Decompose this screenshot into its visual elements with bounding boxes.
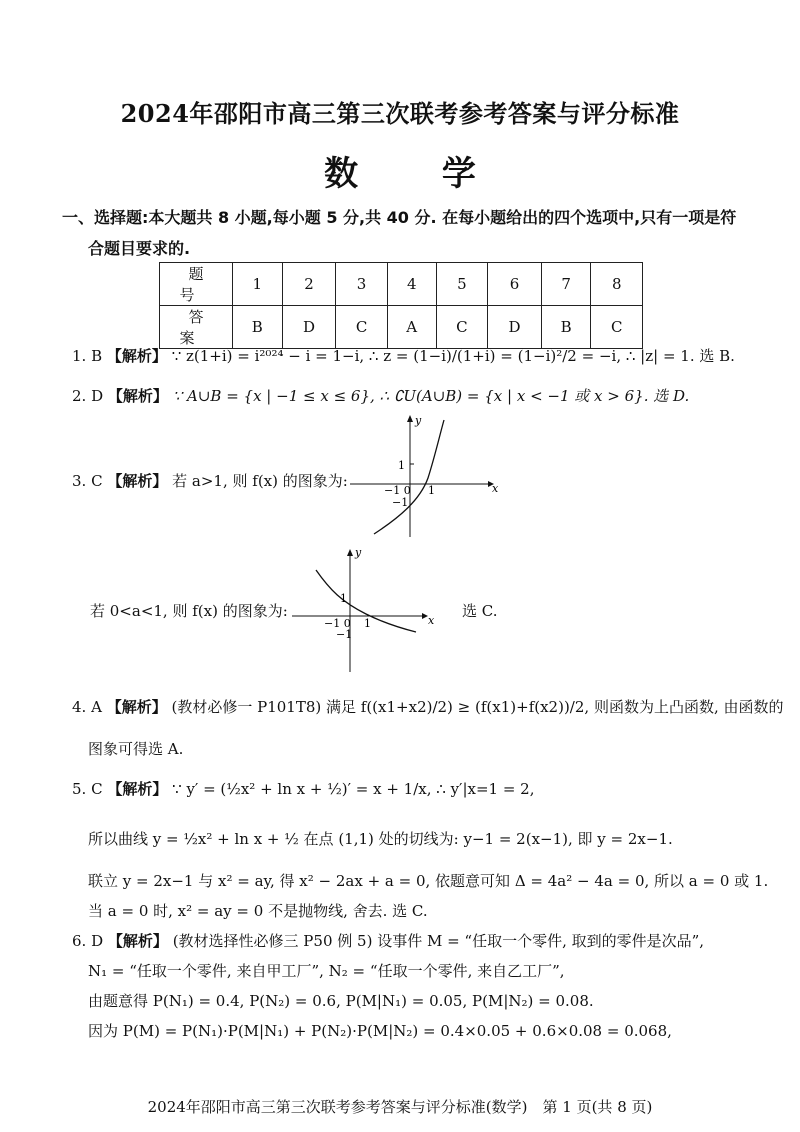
q2-number: 2. D: [72, 387, 104, 405]
q3-line2: [90, 600, 288, 621]
answer-table: [159, 262, 643, 349]
q5-line1: [72, 778, 534, 799]
row-label-answer: 答案: [160, 306, 233, 349]
table-cell: 6: [488, 263, 542, 306]
q1-tag: 【解析】: [106, 347, 167, 365]
q3-number: 3. C: [72, 472, 103, 490]
q2-text: ∵ A∪B = {x | −1 ≤ x ≤ 6}, ∴ ∁U(A∪B) = {x | x < −1 或 x > 6}. 选 D.: [172, 387, 690, 405]
section-heading-cont: 合题目要求的.: [88, 239, 191, 258]
curve: [374, 420, 444, 534]
table-cell: C: [591, 306, 643, 349]
table-cell: 2: [282, 263, 336, 306]
q2-line: [72, 385, 689, 406]
q2-tag: 【解析】: [107, 387, 168, 405]
y-axis-arrow: [407, 415, 413, 422]
q3-text2: 若 0<a<1, 则 f(x) 的图象为:: [90, 602, 288, 620]
section-heading: [62, 202, 752, 264]
q5-number: 5. C: [72, 780, 103, 798]
table-cell: 1: [233, 263, 283, 306]
root-label: 1: [364, 617, 371, 630]
q4-number: 4. A: [72, 698, 102, 716]
q4-text2: 图象可得选 A.: [88, 740, 184, 758]
q5-line3: 联立 y = 2x−1 与 x² = ay, 得 x² − 2ax + a = 0, 依题意可知 Δ = 4a² − 4a = 0, 所以 a = 0 或 1.: [88, 872, 769, 890]
q6-line1: [72, 930, 704, 951]
table-cell: 4: [387, 263, 436, 306]
table-row-numbers: [160, 263, 643, 306]
table-cell: D: [488, 306, 542, 349]
root-label: 1: [428, 484, 435, 497]
table-row-answers: [160, 306, 643, 349]
graph-a-greater-1: [340, 412, 500, 542]
y-label: y: [415, 414, 422, 427]
q6-line1-text: (教材选择性必修三 P50 例 5) 设事件 M = “任取一个零件, 取到的零件是次品”,: [172, 932, 705, 950]
q3-tag: 【解析】: [107, 472, 168, 490]
q4-line1: [72, 696, 783, 717]
x-label: x: [492, 482, 499, 495]
table-cell: 7: [541, 263, 591, 306]
table-cell: 3: [336, 263, 387, 306]
subject-title: 数 学: [324, 154, 512, 194]
table-cell: 5: [436, 263, 487, 306]
q4-tag: 【解析】: [106, 698, 167, 716]
q5-line4: 当 a = 0 时, x² = ay = 0 不是抛物线, 舍去. 选 C.: [88, 902, 428, 920]
x-label: x: [428, 614, 435, 627]
q6-number: 6. D: [72, 932, 104, 950]
q6-line2: N₁ = “任取一个零件, 来自甲工厂”, N₂ = “任取一个零件, 来自乙工厂”,: [88, 962, 565, 980]
table-cell: D: [282, 306, 336, 349]
page-footer: 2024年邵阳市高三第三次联考参考答案与评分标准(数学) 第 1 页(共 8 页): [147, 1098, 653, 1116]
q3-text1: 若 a>1, 则 f(x) 的图象为:: [172, 472, 348, 490]
table-cell: B: [233, 306, 283, 349]
q5-line1-text: ∵ y′ = (½x² + ln x + ½)′ = x + 1/x, ∴ y′|x=1 = 2,: [172, 780, 535, 798]
tick-label-neg1: −1: [336, 628, 353, 641]
row-label-number: 题号: [160, 263, 233, 306]
q6-tag: 【解析】: [107, 932, 168, 950]
y-axis-arrow: [347, 549, 353, 556]
table-cell: C: [336, 306, 387, 349]
table-cell: C: [436, 306, 487, 349]
page-title: 2024年邵阳市高三第三次联考参考答案与评分标准: [120, 99, 680, 128]
q3-choice: 选 C.: [462, 602, 498, 620]
q4-text1: (教材必修一 P101T8) 满足 f((x1+x2)/2) ≥ (f(x1)+f(x2))/2, 则函数为上凸函数, 由函数的: [171, 698, 784, 716]
q3-line1: [72, 470, 348, 491]
graph-a-less-1: [282, 546, 442, 676]
q1-number: 1. B: [72, 347, 103, 365]
section-heading-text: 一、选择题:本大题共 8 小题,每小题 5 分,共 40 分. 在每小题给出的四个选项中,只有一项是符: [62, 208, 737, 227]
tick-label-origin: −1 0: [384, 484, 411, 497]
q1-text: ∵ z(1+i) = i²⁰²⁴ − i = 1−i, ∴ z = (1−i)/(1+i) = (1−i)²/2 = −i, ∴ |z| = 1. 选 B.: [171, 347, 735, 365]
tick-label-neg1: −1: [392, 496, 409, 509]
table-cell: 8: [591, 263, 643, 306]
q6-line3: 由题意得 P(N₁) = 0.4, P(N₂) = 0.6, P(M|N₁) = 0.05, P(M|N₂) = 0.08.: [88, 992, 594, 1010]
q5-tag: 【解析】: [107, 780, 168, 798]
q5-line2: 所以曲线 y = ½x² + ln x + ½ 在点 (1,1) 处的切线为: y−1 = 2(x−1), 即 y = 2x−1.: [88, 830, 673, 848]
q6-line4: 因为 P(M) = P(N₁)·P(M|N₁) + P(N₂)·P(M|N₂) = 0.4×0.05 + 0.6×0.08 = 0.068,: [88, 1022, 672, 1040]
tick-label-origin: −1 0: [324, 617, 351, 630]
table-cell: A: [387, 306, 436, 349]
tick-label-1: 1: [340, 592, 347, 605]
table-cell: B: [541, 306, 591, 349]
tick-label-1: 1: [398, 459, 405, 472]
y-label: y: [355, 546, 362, 559]
q1-line: [72, 345, 735, 366]
